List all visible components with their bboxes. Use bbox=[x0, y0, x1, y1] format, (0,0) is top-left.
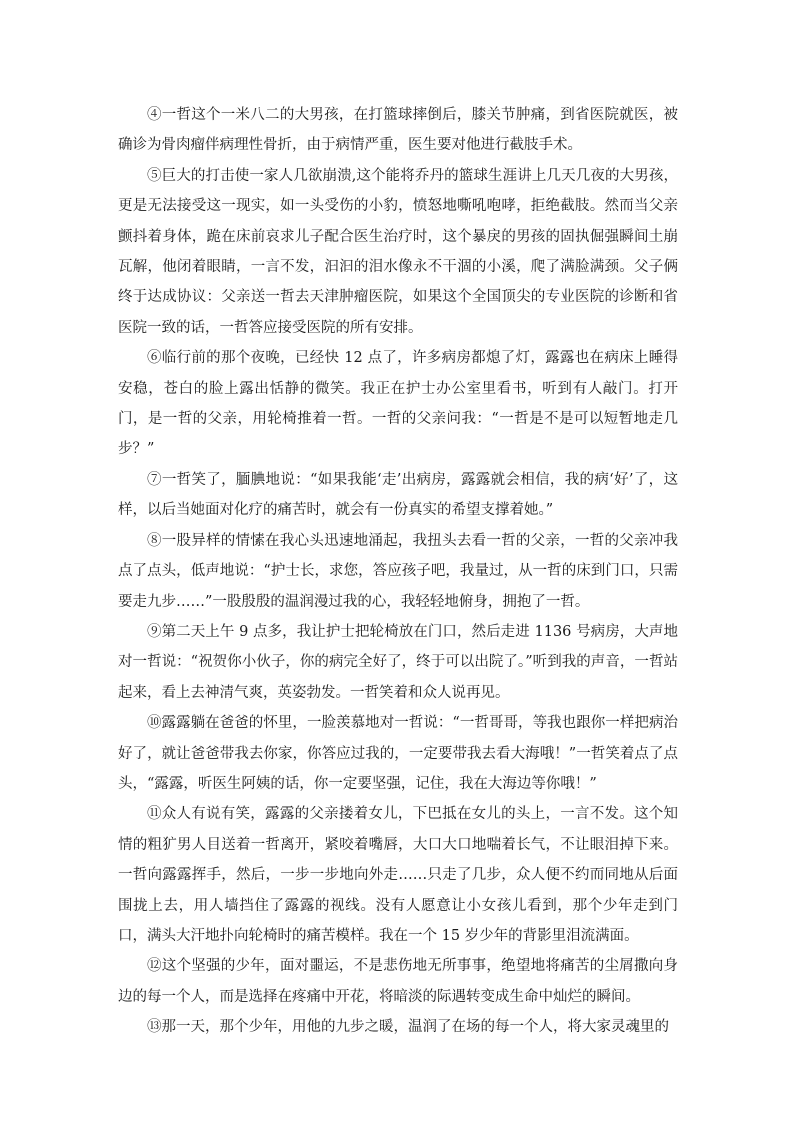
paragraph-7: ⑦一哲笑了，腼腆地说：“如果我能‘走’出病房，露露就会相信，我的病‘好’了，这样，以后当她面对化疗的痛苦时，就会有一份真实的希望支撑着她。” bbox=[118, 471, 678, 519]
paragraph-12: ⑫这个坚强的少年，面对噩运，不是悲伤地无所事事，绝望地将痛苦的尘屑撒向身边的每一个人，而是选择在疼痛中开花，将暗淡的际遇转变成生命中灿烂的瞬间。 bbox=[118, 958, 678, 1005]
paragraph-10: ⑩露露躺在爸爸的怀里，一脸羡慕地对一哲说：“一哲哥哥，等我也跟你一样把病治好了，就让爸爸带我去你家，你答应过我的，一定要带我去看大海哦！”一哲笑着点了点头，“露露，听医生阿姨的话，你一定要坚强，记住，我在大海边等你哦！” bbox=[118, 715, 678, 792]
paragraph-11: ⑪众人有说有笑，露露的父亲搂着女儿，下巴抵在女儿的头上，一言不发。这个知情的粗犷男人目送着一哲离开，紧咬着嘴唇，大口大口地喘着长气，不让眼泪掉下来。一哲向露露挥手，然后，一步一步地向外走……只走了几步，众人便不约而同地从后面围拢上去，用人墙挡住了露露的视线。没有人愿意让小女孩儿看到，那个少年走到门口，满头大汗地扑向轮椅时的痛苦模样。我在一个 15 岁少年的背影里泪流满面。 bbox=[118, 806, 678, 944]
paragraph-13: ⑬那一天，那个少年，用他的九步之暖，温润了在场的每一个人，将大家灵魂里的 bbox=[147, 1019, 669, 1036]
paragraph-6: ⑥临行前的那个夜晚，已经快 12 点了，许多病房都熄了灯，露露也在病床上睡得安稳，苍白的脸上露出恬静的微笑。我正在护士办公室里看书，听到有人敲门。打开门，是一哲的父亲，用轮椅推着一哲。一哲的父亲问我：“一哲是不是可以短暂地走几步？” bbox=[118, 350, 678, 458]
paragraph-9: ⑨第二天上午 9 点多，我让护士把轮椅放在门口，然后走进 1136 号病房，大声地对一哲说：“祝贺你小伙子，你的病完全好了，终于可以出院了。”听到我的声音，一哲站起来，看上去神清气爽，英姿勃发。一哲笑着和众人说再见。 bbox=[118, 623, 678, 701]
paragraph-4: ④一哲这个一米八二的大男孩，在打篮球摔倒后，膝关节肿痛，到省医院就医，被确诊为骨肉瘤伴病理性骨折，由于病情严重，医生要对他进行截肢手术。 bbox=[118, 107, 678, 154]
paragraph-5: ⑤巨大的打击使一家人几欲崩溃,这个能将乔丹的篮球生涯讲上几天几夜的大男孩，更是无法接受这一现实，如一头受伤的小豹，愤怒地嘶吼咆哮，拒绝截肢。然而当父亲颤抖着身体，跪在床前哀求儿子配合医生治疗时，这个暴戾的男孩的固执倔强瞬间土崩瓦解，他闭着眼睛，一言不发，汩汩的泪水像永不干涸的小溪，爬了满脸满颈。父子俩终于达成协议：父亲送一哲去天津肿瘤医院，如果这个全国顶尖的专业医院的诊断和省医院一致的话，一哲答应接受医院的所有安排。 bbox=[118, 167, 678, 336]
paragraph-8: ⑧一股异样的情愫在我心头迅速地涌起，我扭头去看一哲的父亲，一哲的父亲冲我点了点头，低声地说：“护士长，求您，答应孩子吧，我量过，从一哲的床到门口，只需要走九步……”一股殷殷的温润漫过我的心，我轻轻地俯身，拥抱了一哲。 bbox=[118, 532, 678, 610]
document-body bbox=[118, 100, 678, 1043]
